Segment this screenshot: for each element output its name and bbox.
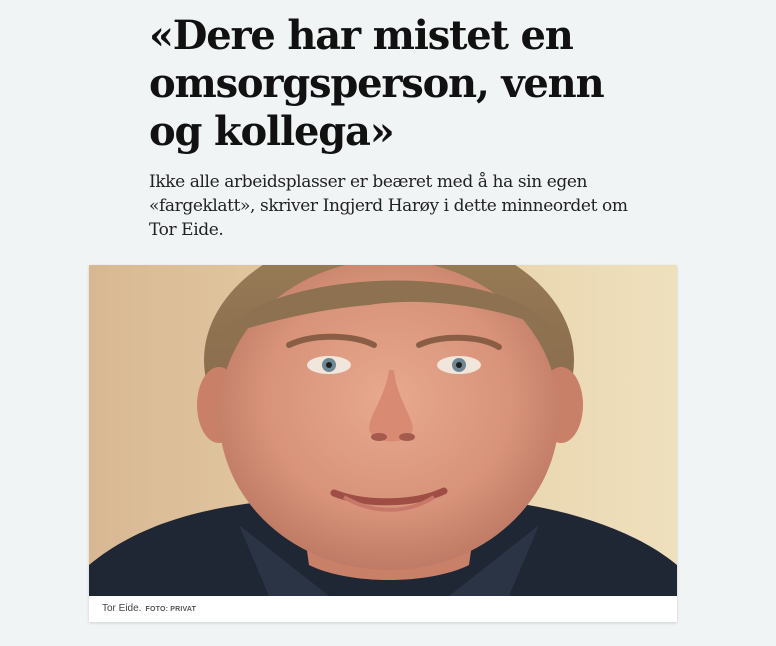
- image-caption: [102, 603, 196, 614]
- article-headline: «Dere har mistet en omsorgsperson, venn og kollega»: [149, 12, 604, 155]
- article-figure: [89, 265, 677, 622]
- article-lead: Ikke alle arbeidsplasser er beæret med å ha sin egen «fargeklatt», skriver Ingjerd Harøy i dette minneordet om Tor Eide.: [149, 172, 628, 240]
- caption-text: Tor Eide.: [102, 603, 142, 614]
- portrait-photo[interactable]: [89, 265, 677, 596]
- photo-credit: FOTO: PRIVAT: [145, 606, 197, 613]
